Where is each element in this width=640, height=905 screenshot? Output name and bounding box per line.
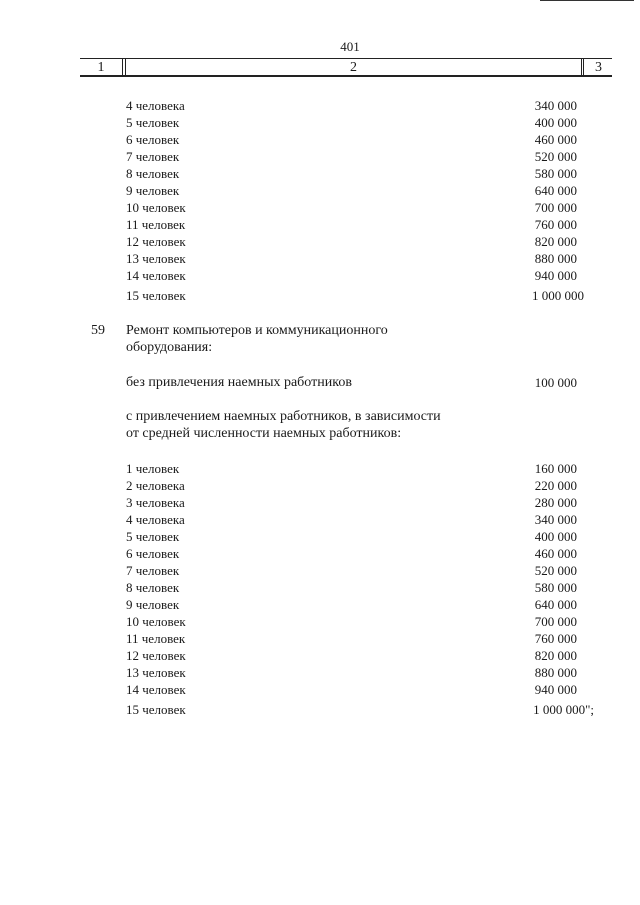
row-value: 160 000 [534, 461, 577, 476]
item-title-line2: оборудования: [126, 340, 213, 355]
row-value: 460 000 [534, 132, 577, 147]
row-value: 580 000 [534, 166, 577, 181]
row-label: 4 человека [126, 98, 185, 113]
table-row [0, 233, 640, 250]
row-label: 2 человека [126, 478, 185, 493]
page-number: 401 [340, 39, 360, 54]
row-value: 400 000 [534, 529, 577, 544]
row-value: 940 000 [534, 268, 577, 283]
table-row [0, 579, 640, 596]
no-workers-value: 100 000 [534, 375, 577, 390]
row-label: 8 человек [126, 166, 180, 181]
column-header-2: 2 [125, 59, 582, 76]
row-value: 640 000 [534, 183, 577, 198]
row-value: 700 000 [534, 614, 577, 629]
column-header-1: 1 [80, 59, 123, 76]
table-row [0, 477, 640, 494]
table-row [0, 148, 640, 165]
table-row [0, 647, 640, 664]
table-row [0, 287, 640, 304]
table-row [0, 460, 640, 477]
row-value: 640 000 [534, 597, 577, 612]
row-label: 11 человек [126, 217, 186, 232]
column-header-row [80, 58, 612, 77]
row-value: 220 000 [534, 478, 577, 493]
row-value: 580 000 [534, 580, 577, 595]
with-workers-line1: с привлечением наемных работников, в зависимости [126, 409, 441, 424]
top-rule [540, 0, 634, 1]
row-label: 1 человек [126, 461, 180, 476]
row-label: 5 человек [126, 115, 180, 130]
row-value: 1 000 000 [532, 288, 584, 303]
table-row [0, 267, 640, 284]
table-row [0, 596, 640, 613]
row-value: 400 000 [534, 115, 577, 130]
table-row [0, 528, 640, 545]
table-row [0, 701, 640, 718]
no-workers-row [0, 374, 640, 391]
table-row [0, 664, 640, 681]
row-label: 15 человек [126, 702, 186, 717]
row-value: 880 000 [534, 251, 577, 266]
row-label: 13 человек [126, 251, 186, 266]
table-row [0, 131, 640, 148]
column-header-3: 3 [583, 59, 613, 76]
table-row [0, 545, 640, 562]
table-row [0, 494, 640, 511]
table-row [0, 681, 640, 698]
row-value: 460 000 [534, 546, 577, 561]
row-value: 520 000 [534, 563, 577, 578]
row-label: 6 человек [126, 546, 180, 561]
table-row [0, 511, 640, 528]
row-label: 5 человек [126, 529, 180, 544]
table-row [0, 199, 640, 216]
row-label: 13 человек [126, 665, 186, 680]
with-workers-line2: от средней численности наемных работников: [126, 426, 402, 441]
row-value: 340 000 [534, 98, 577, 113]
row-label: 12 человек [126, 234, 186, 249]
row-label: 10 человек [126, 614, 186, 629]
row-value: 760 000 [534, 217, 577, 232]
row-label: 9 человек [126, 183, 180, 198]
row-label: 7 человек [126, 149, 180, 164]
table-row [0, 250, 640, 267]
no-workers-label: без привлечения наемных работников [126, 375, 352, 390]
row-label: 15 человек [126, 288, 186, 303]
row-label: 14 человек [126, 268, 186, 283]
row-value: 820 000 [534, 648, 577, 663]
row-label: 3 человека [126, 495, 185, 510]
row-label: 11 человек [126, 631, 186, 646]
row-label: 9 человек [126, 597, 180, 612]
row-value: 520 000 [534, 149, 577, 164]
row-value: 880 000 [534, 665, 577, 680]
row-label: 10 человек [126, 200, 186, 215]
table-row [0, 165, 640, 182]
row-label: 14 человек [126, 682, 186, 697]
row-value: 820 000 [534, 234, 577, 249]
row-value: 280 000 [534, 495, 577, 510]
table-row [0, 562, 640, 579]
table-row [0, 630, 640, 647]
table-row [0, 97, 640, 114]
table-row [0, 182, 640, 199]
row-value: 760 000 [534, 631, 577, 646]
row-label: 8 человек [126, 580, 180, 595]
row-value: 940 000 [534, 682, 577, 697]
row-value: 700 000 [534, 200, 577, 215]
row-label: 7 человек [126, 563, 180, 578]
item-title-line1: Ремонт компьютеров и коммуникационного [126, 323, 388, 338]
table-row [0, 114, 640, 131]
row-value: 1 000 000"; [533, 702, 594, 717]
table-row [0, 216, 640, 233]
item-number: 59 [91, 323, 105, 338]
row-value: 340 000 [534, 512, 577, 527]
row-label: 12 человек [126, 648, 186, 663]
table-row [0, 613, 640, 630]
row-label: 6 человек [126, 132, 180, 147]
row-label: 4 человека [126, 512, 185, 527]
